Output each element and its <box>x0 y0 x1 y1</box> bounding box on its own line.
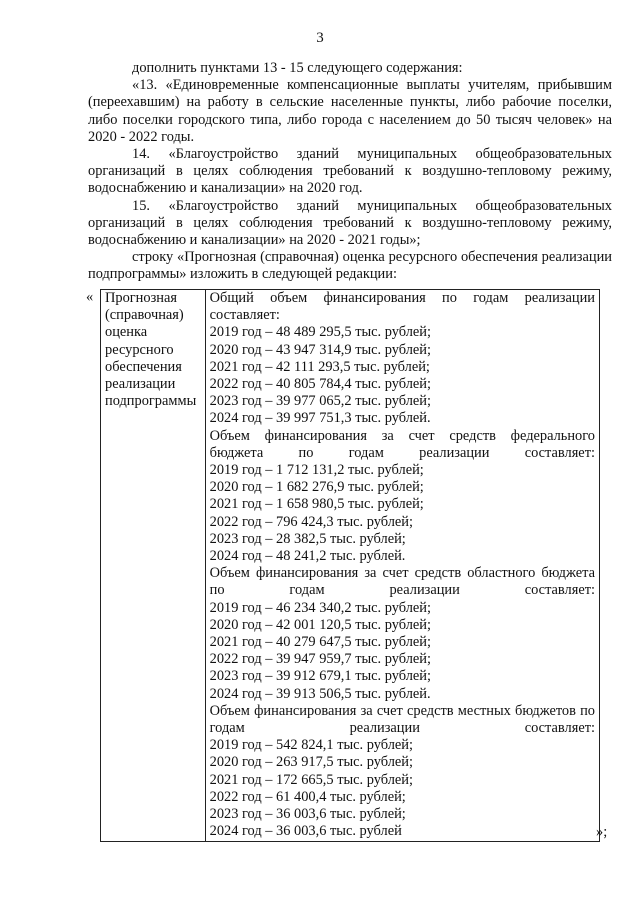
regional-year-line: 2023 год – 39 912 679,1 тыс. рублей; <box>209 668 431 685</box>
closing-quote: »; <box>596 824 608 840</box>
opening-quote: « <box>86 289 94 305</box>
funding-cell <box>205 290 599 842</box>
total-year-line: 2019 год – 48 489 295,5 тыс. рублей; <box>209 324 431 341</box>
paragraph-item-14: 14. «Благоустройство зданий муниципальных общеобразовательных организаций в целях соблюдения требований к воздушно-тепловому режиму, водоснабжению и канализации» на 2020 год. <box>88 146 612 197</box>
paragraph-row-instruction: строку «Прогнозная (справочная) оценка ресурсного обеспечения реализации подпрограммы» изложить в следующей редакции: <box>88 249 612 283</box>
federal-year-line: 2020 год – 1 682 276,9 тыс. рублей; <box>209 479 424 496</box>
total-year-line: 2020 год – 43 947 314,9 тыс. рублей; <box>209 341 431 358</box>
document-body <box>88 60 612 284</box>
local-year-line: 2023 год – 36 003,6 тыс. рублей; <box>209 806 406 823</box>
federal-year-line: 2023 год – 28 382,5 тыс. рублей; <box>209 530 406 547</box>
row-label-line: ресурсного <box>105 341 174 358</box>
table-row <box>101 290 600 842</box>
total-year-line: 2022 год – 40 805 784,4 тыс. рублей; <box>209 376 431 393</box>
row-label-line: Прогнозная <box>105 290 177 306</box>
row-label-line: обеспечения <box>105 358 182 375</box>
regional-year-line: 2022 год – 39 947 959,7 тыс. рублей; <box>209 651 431 668</box>
page-number: 3 <box>316 30 324 46</box>
local-year-line: 2022 год – 61 400,4 тыс. рублей; <box>209 788 406 805</box>
total-year-line: 2021 год – 42 111 293,5 тыс. рублей; <box>209 358 430 375</box>
total-year-line: 2024 год – 39 997 751,3 тыс. рублей. <box>209 410 431 427</box>
row-label-line: реализации <box>105 376 176 393</box>
row-label-line: оценка <box>105 324 148 341</box>
local-year-line: 2024 год – 36 003,6 тыс. рублей <box>209 823 402 840</box>
row-label-line: (справочная) <box>105 307 184 324</box>
regional-year-line: 2024 год – 39 913 506,5 тыс. рублей. <box>209 685 431 702</box>
regional-heading: Объем финансирования за счет средств областного бюджета по годам реализации составляет: <box>209 565 595 599</box>
paragraph-item-15: 15. «Благоустройство зданий муниципальных общеобразовательных организаций в целях соблюдения требований к воздушно-тепловому режиму, водоснабжению и канализации» на 2020 - 2021 годы»; <box>88 197 612 249</box>
federal-heading: Объем финансирования за счет средств федерального бюджета по годам реализации составляет: <box>209 427 595 461</box>
local-year-line: 2019 год – 542 824,1 тыс. рублей; <box>209 737 413 754</box>
regional-year-line: 2020 год – 42 001 120,5 тыс. рублей; <box>209 616 431 633</box>
total-year-line: 2023 год – 39 977 065,2 тыс. рублей; <box>209 393 431 410</box>
total-heading: Общий объем финансирования по годам реализации составляет: <box>209 290 595 324</box>
federal-year-line: 2019 год – 1 712 131,2 тыс. рублей; <box>209 462 424 479</box>
local-heading: Объем финансирования за счет средств местных бюджетов по годам реализации составляет: <box>209 702 595 737</box>
local-year-line: 2020 год – 263 917,5 тыс. рублей; <box>209 754 413 771</box>
paragraph-item-13: «13. «Единовременные компенсационные выплаты учителям, прибывшим (переехавшим) на работу в сельские населенные пункты, либо рабочие поселки, либо поселки городского типа, либо города с населением до 50 тысяч человек» на 2020 - 2022 годы. <box>88 77 612 145</box>
regional-year-line: 2019 год – 46 234 340,2 тыс. рублей; <box>209 599 431 616</box>
row-label-line: подпрограммы <box>105 393 197 410</box>
resource-table <box>100 289 600 842</box>
paragraph-intro: дополнить пунктами 13 - 15 следующего содержания: <box>132 60 463 76</box>
local-year-line: 2021 год – 172 665,5 тыс. рублей; <box>209 771 413 788</box>
federal-year-line: 2024 год – 48 241,2 тыс. рублей. <box>209 548 406 565</box>
row-label-cell <box>101 290 206 842</box>
federal-year-line: 2022 год – 796 424,3 тыс. рублей; <box>209 513 413 530</box>
regional-year-line: 2021 год – 40 279 647,5 тыс. рублей; <box>209 634 431 651</box>
federal-year-line: 2021 год – 1 658 980,5 тыс. рублей; <box>209 496 424 513</box>
